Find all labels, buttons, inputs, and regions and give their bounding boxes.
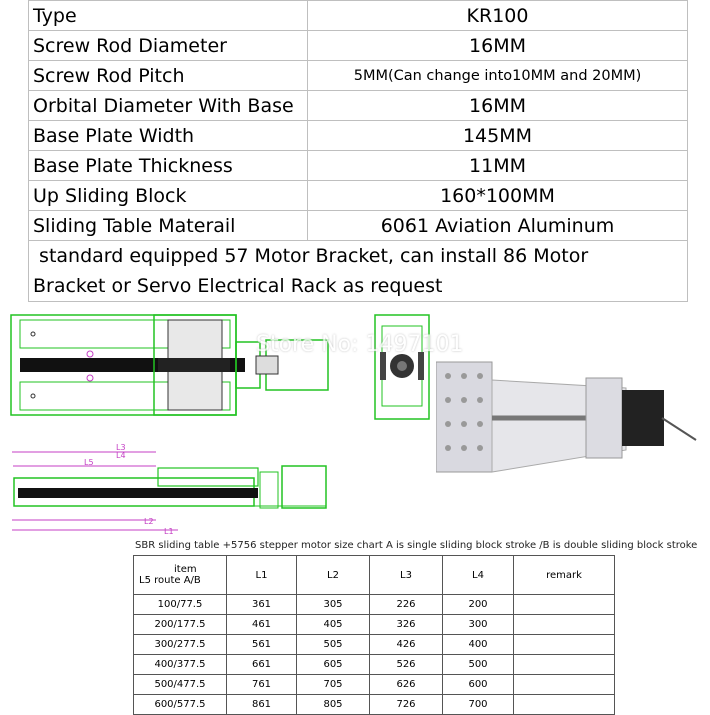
- size-chart-corner-header: [134, 556, 227, 595]
- route-cell: 200/177.5: [134, 615, 227, 635]
- route-cell: 100/77.5: [134, 595, 227, 615]
- spec-note-row: [29, 241, 688, 272]
- l2-label: L2: [144, 517, 154, 526]
- spec-row: [29, 1, 688, 31]
- size-cell: 400: [443, 635, 514, 655]
- table-row: [134, 615, 615, 635]
- l4-label: L4: [116, 451, 126, 460]
- spec-label: Orbital Diameter With Base: [29, 91, 308, 121]
- size-cell: 305: [297, 595, 370, 615]
- table-row: [134, 595, 615, 615]
- size-cell: 600: [443, 675, 514, 695]
- store-watermark: Store No: 1497101: [256, 332, 464, 357]
- size-cell: [514, 635, 615, 655]
- size-cell: [514, 615, 615, 635]
- header-route: L5 route A/B: [139, 575, 201, 586]
- size-cell: 861: [227, 695, 297, 715]
- size-cell: [514, 655, 615, 675]
- l1-label: L1: [164, 527, 174, 536]
- spec-label: Screw Rod Pitch: [29, 61, 308, 91]
- spec-value: KR100: [308, 1, 688, 31]
- size-chart-table: [133, 555, 615, 715]
- spec-value: 145MM: [308, 121, 688, 151]
- side-view-drawing: [8, 438, 338, 538]
- table-row: [134, 655, 615, 675]
- size-cell: 805: [297, 695, 370, 715]
- product-photo: [436, 360, 698, 478]
- spec-row: [29, 91, 688, 121]
- route-cell: 500/477.5: [134, 675, 227, 695]
- spec-row: [29, 211, 688, 241]
- spec-value: 6061 Aviation Aluminum: [308, 211, 688, 241]
- spec-table: [28, 0, 688, 302]
- size-chart-title: SBR sliding table +5756 stepper motor size chart A is single sliding block stroke /B is double sliding block stroke: [135, 540, 698, 551]
- spec-note-row: [29, 271, 688, 302]
- size-cell: 761: [227, 675, 297, 695]
- spec-row: [29, 31, 688, 61]
- spec-label: Type: [29, 1, 308, 31]
- size-cell: 626: [370, 675, 443, 695]
- header-l3: L3: [370, 556, 443, 595]
- spec-label: Base Plate Width: [29, 121, 308, 151]
- size-cell: 300: [443, 615, 514, 635]
- size-cell: 661: [227, 655, 297, 675]
- size-cell: 405: [297, 615, 370, 635]
- size-cell: [514, 595, 615, 615]
- route-cell: 600/577.5: [134, 695, 227, 715]
- spec-value: 16MM: [308, 31, 688, 61]
- size-cell: 505: [297, 635, 370, 655]
- size-cell: 726: [370, 695, 443, 715]
- size-cell: 500: [443, 655, 514, 675]
- l3-label: L3: [116, 443, 126, 452]
- size-cell: 361: [227, 595, 297, 615]
- header-l1: L1: [227, 556, 297, 595]
- end-view-drawing: [372, 312, 434, 422]
- spec-row: [29, 151, 688, 181]
- top-view-drawing: [8, 312, 343, 422]
- l5-label: L5: [84, 458, 94, 467]
- spec-row: [29, 121, 688, 151]
- header-l4: L4: [443, 556, 514, 595]
- spec-value: 11MM: [308, 151, 688, 181]
- size-cell: 226: [370, 595, 443, 615]
- spec-label: Up Sliding Block: [29, 181, 308, 211]
- spec-value: 16MM: [308, 91, 688, 121]
- route-cell: 300/277.5: [134, 635, 227, 655]
- size-cell: 700: [443, 695, 514, 715]
- size-cell: 326: [370, 615, 443, 635]
- size-cell: 461: [227, 615, 297, 635]
- size-cell: 605: [297, 655, 370, 675]
- size-cell: 426: [370, 635, 443, 655]
- spec-row: [29, 181, 688, 211]
- header-item: item: [174, 564, 197, 575]
- spec-note: Bracket or Servo Electrical Rack as request: [29, 271, 688, 302]
- header-l2: L2: [297, 556, 370, 595]
- route-cell: 400/377.5: [134, 655, 227, 675]
- size-cell: [514, 695, 615, 715]
- spec-value: 5MM(Can change into10MM and 20MM): [308, 61, 688, 91]
- table-row: [134, 695, 615, 715]
- table-row: [134, 635, 615, 655]
- size-cell: 526: [370, 655, 443, 675]
- size-cell: 705: [297, 675, 370, 695]
- size-cell: 200: [443, 595, 514, 615]
- size-cell: 561: [227, 635, 297, 655]
- header-remark: remark: [514, 556, 615, 595]
- spec-note: standard equipped 57 Motor Bracket, can install 86 Motor: [29, 241, 688, 272]
- spec-row: [29, 61, 688, 91]
- spec-label: Sliding Table Materail: [29, 211, 308, 241]
- spec-label: Screw Rod Diameter: [29, 31, 308, 61]
- spec-value: 160*100MM: [308, 181, 688, 211]
- spec-label: Base Plate Thickness: [29, 151, 308, 181]
